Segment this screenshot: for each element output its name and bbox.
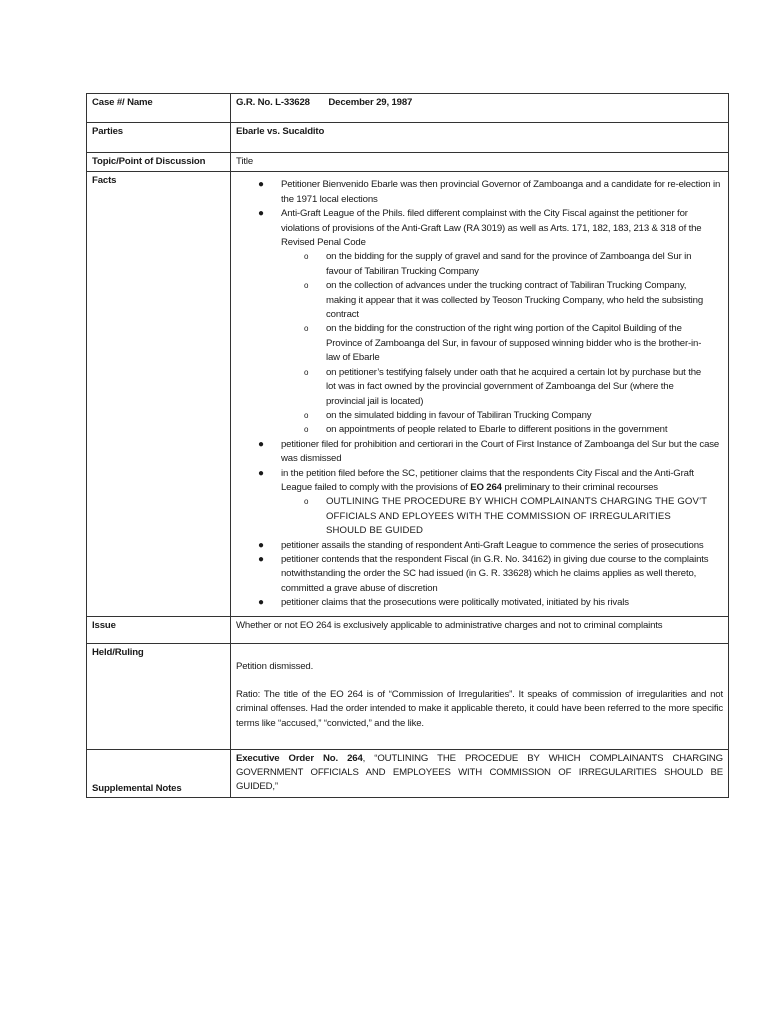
topic-row [87, 153, 729, 172]
circle-bullet-icon: o [304, 367, 309, 377]
circle-bullet-icon: o [304, 252, 309, 262]
list-item [236, 495, 721, 538]
list-item [236, 250, 721, 279]
bullet-icon: ● [258, 438, 264, 450]
topic-label: Topic/Point of Discussion [87, 153, 231, 172]
case-label: Case #/ Name [87, 94, 231, 123]
parties-label: Parties [87, 123, 231, 153]
held-value [231, 643, 729, 749]
facts-sublist [281, 250, 721, 437]
case-row [87, 94, 729, 123]
issue-value: Whether or not EO 264 is exclusively applicable to administrative charges and not to criminal complaints [231, 616, 729, 643]
subfact-text: on appointments of people related to Ebarle to different positions in the government [326, 424, 668, 436]
ruling-text: Petition dismissed. [236, 660, 314, 672]
subfact-text: on the bidding for the supply of gravel and sand for the province of Zamboanga del Sur in favour of Tabiliran Trucking Company [326, 251, 692, 277]
bullet-icon: ● [258, 467, 264, 479]
topic-value: Title [231, 153, 729, 172]
parties-row [87, 123, 729, 153]
subfact-text: on the collection of advances under the trucking contract of Tabiliran Trucking Company, making it appear that it was collected by Teoson Trucking Company, who held the subsisting contract [326, 280, 704, 321]
supplemental-label: Supplemental Notes [87, 749, 231, 797]
circle-bullet-icon: o [304, 410, 309, 420]
case-digest-table [86, 93, 729, 798]
subfact-text: on petitioner’s testifying falsely under oath that he acquired a certain lot by purchase but the lot was in fact owned by the provincial government of Zamboanga del Sur (where the provincial jail is located) [326, 366, 702, 407]
circle-bullet-icon: o [304, 281, 309, 291]
supplemental-row [87, 749, 729, 797]
bullet-icon: ● [258, 539, 264, 551]
held-row [87, 643, 729, 749]
list-item [236, 178, 723, 207]
issue-row [87, 616, 729, 643]
fact-text: Petitioner Bienvenido Ebarle was then provincial Governor of Zamboanga and a candidate for re-election in the 1971 local elections [281, 179, 721, 205]
list-item [236, 366, 721, 409]
facts-label: Facts [87, 172, 231, 616]
case-number: G.R. No. L-33628 [236, 97, 310, 108]
list-item [236, 207, 723, 438]
list-item [236, 438, 723, 467]
bullet-icon: ● [258, 179, 264, 191]
fact-text-tail: preliminary to their criminal recourses [501, 481, 658, 493]
list-item [236, 322, 721, 365]
case-value [231, 94, 729, 123]
list-item [236, 539, 723, 553]
facts-list [236, 178, 723, 610]
circle-bullet-icon: o [304, 425, 309, 435]
supplemental-value [231, 749, 729, 797]
fact-text: petitioner claims that the prosecutions were politically motivated, initiated by his rivals [281, 597, 629, 609]
bullet-icon: ● [258, 208, 264, 220]
list-item [236, 553, 723, 596]
ratio-text: Ratio: The title of the EO 264 is of “Commission of Irregularities”. It speaks of commission of irregularities and not criminal offenses. Had the order intended to make it applicable thereto, it could have been referred to the more specific terms like “accused,” “convicted,” and the like. [236, 689, 723, 729]
fact-text: petitioner contends that the respondent Fiscal (in G.R. No. 34162) in giving due course to the complaints notwithstanding the order the SC had issued (in G. R. 33628) which he claims applies as well thereto, committed a grave abuse of discretion [281, 553, 709, 594]
supplemental-body: , “OUTLINING THE PROCEDUE BY WHICH COMPLAINANTS CHARGING GOVERNMENT OFFICIALS AND EMPLOYEES WITH COMMISSION OF IRREGULARITIES SHOULD BE GUIDED,” [236, 752, 723, 793]
parties-value: Ebarle vs. Sucaldito [231, 123, 729, 153]
list-item [236, 279, 721, 322]
bullet-icon: ● [258, 553, 264, 565]
subfact-text: on the simulated bidding in favour of Tabiliran Trucking Company [326, 409, 592, 421]
fact-text: petitioner assails the standing of respondent Anti-Graft League to commence the series of prosecutions [281, 539, 704, 551]
circle-bullet-icon: o [304, 324, 309, 334]
fact-text: petitioner filed for prohibition and certiorari in the Court of First Instance of Zamboanga del Sur but the case was dismissed [281, 438, 720, 465]
list-item [236, 423, 721, 437]
supplemental-text [236, 752, 723, 795]
list-item [236, 596, 723, 610]
fact-text: Anti-Graft League of the Phils. filed different complainst with the City Fiscal against the petitioner for violations of provisions of the Anti-Graft Law (RA 3019) as well as Arts. 171, 182, 183, 213 & 318 of the Revised Penal Code [281, 208, 702, 249]
subfact-text: on the bidding for the construction of the right wing portion of the Capitol Building of the Province of Zamboanga del Sur, in favour of supposed winning bidder who is the brother-in-law of Ebarle [326, 323, 702, 364]
facts-value [231, 172, 729, 616]
bullet-icon: ● [258, 597, 264, 609]
circle-bullet-icon: o [304, 497, 309, 507]
fact-text: in the petition filed before the SC, petitioner claims that the respondents City Fiscal and the Anti-Graft League failed to comply with the provisions of [281, 467, 694, 493]
case-date: December 29, 1987 [328, 97, 413, 108]
facts-row [87, 172, 729, 616]
list-item [236, 467, 723, 539]
eo-title-text: OUTLINING THE PROCEDURE BY WHICH COMPLAINANTS CHARGING THE GOV’T OFFICIALS AND EPLOYEES WITH THE COMMISSION OF IRREGULARITIES SHOULD BE GUIDED [326, 496, 707, 537]
issue-label: Issue [87, 616, 231, 643]
facts-sublist [281, 495, 721, 538]
eo-reference: EO 264 [470, 481, 502, 493]
eo-reference: Executive Order No. 264 [236, 752, 363, 764]
held-label: Held/Ruling [87, 643, 231, 749]
list-item [236, 409, 721, 423]
